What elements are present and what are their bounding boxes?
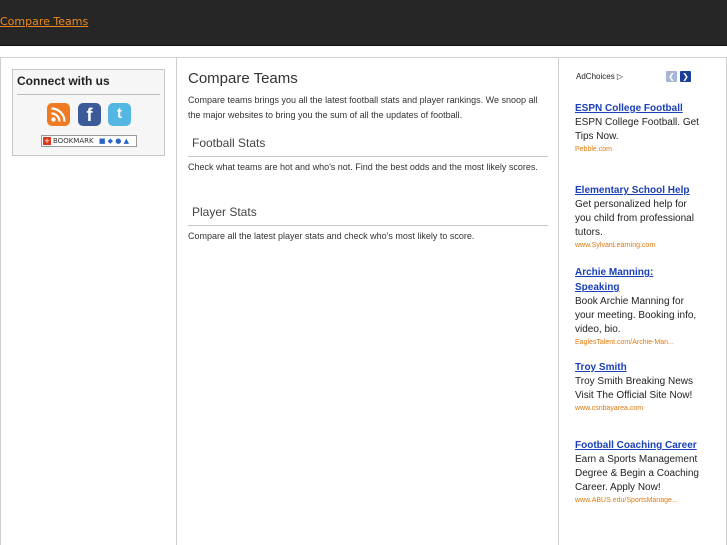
ad-item[interactable] [575,183,700,251]
football-stats-text: Check what teams are hot and who's not. Find the best odds and the most likely scores. [188,162,538,172]
adchoices-icon: ▷ [616,72,624,81]
ad-url[interactable]: EaglesTalent.com/Archie-Man... [575,339,674,346]
ad-url[interactable]: www.csnbayarea.com [575,405,644,412]
bookmark-label: BOOKMARK [53,137,94,145]
connect-title: Connect with us [17,74,110,88]
ad-item[interactable] [575,360,700,414]
ad-text: Troy Smith Breaking News Visit The Official Site Now! [575,376,693,401]
rss-icon[interactable] [47,103,70,126]
top-header-bar [0,0,727,46]
left-sidebar [1,58,177,545]
ad-next-button[interactable] [680,71,691,82]
ad-item[interactable] [575,265,700,348]
ad-text: Book Archie Manning for your meeting. Booking info, video, bio. [575,296,697,335]
ad-url[interactable]: www.ABUS.edu/SportsManage... [575,497,678,504]
page-title: Compare Teams [188,70,298,87]
main-content [178,58,559,545]
ad-text: Earn a Sports Management Degree & Begin a Coaching Career. Apply Now! [575,454,699,493]
player-stats-heading: Player Stats [192,205,257,219]
ad-title-link[interactable]: Troy Smith [575,362,627,373]
page-container [0,57,727,545]
ad-title-link[interactable]: Archie Manning: Speaking [575,267,654,293]
ad-prev-button[interactable] [666,71,677,82]
site-title-link[interactable]: Compare Teams [0,15,89,28]
ad-item[interactable] [575,101,700,155]
ad-url[interactable]: www.SylvanLearning.com [575,242,656,249]
football-stats-divider [188,156,548,157]
chevron-right-icon: ❯ [682,72,689,81]
connect-divider [17,94,160,95]
ad-text: Get personalized help for you child from professional tutors. [575,199,694,238]
connect-box [12,69,165,156]
football-stats-heading: Football Stats [192,136,266,150]
ad-title-link[interactable]: ESPN College Football [575,103,683,114]
player-stats-divider [188,225,548,226]
facebook-icon[interactable]: f [78,103,101,126]
ad-item[interactable] [575,438,700,506]
plus-icon: + [44,137,50,145]
ad-title-link[interactable]: Football Coaching Career [575,440,697,451]
ad-url[interactable]: Pebble.com [575,146,612,153]
adchoices-label: AdChoices [576,72,615,81]
bookmark-button[interactable] [41,135,137,147]
ad-text: ESPN College Football. Get Tips Now. [575,117,699,142]
ad-sidebar [560,58,726,545]
intro-text: Compare teams brings you all the latest football stats and player rankings. We snoop all the major websites to bring you the sum of all the updates of football. [188,95,538,120]
ad-title-link[interactable]: Elementary School Help [575,185,690,196]
twitter-icon[interactable]: t [108,103,131,126]
player-stats-text: Compare all the latest player stats and check who's most likely to score. [188,231,475,241]
adchoices-link[interactable] [576,72,623,81]
chevron-left-icon: ❮ [668,72,675,81]
share-services-icon: ■ ◆ ● ▲ [98,137,129,145]
